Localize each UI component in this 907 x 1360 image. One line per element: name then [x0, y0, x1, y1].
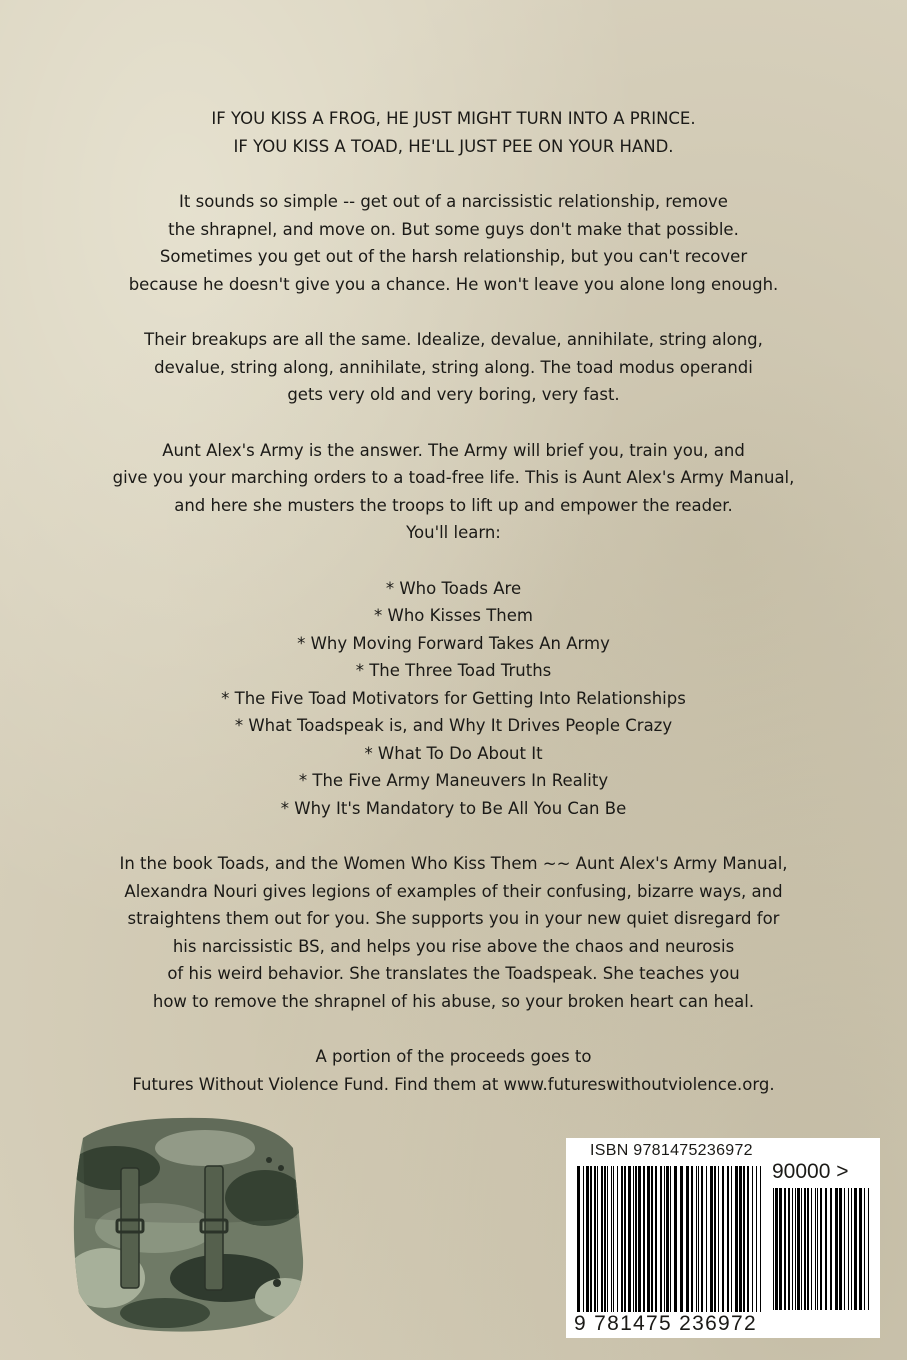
list-item: * The Three Toad Truths: [355, 661, 552, 680]
paragraph-line: It sounds so simple -- get out of a narcissistic relationship, remove: [179, 192, 728, 211]
paragraph-line: In the book Toads, and the Women Who Kiss Them ~~ Aunt Alex's Army Manual,: [119, 854, 788, 873]
list-item: * Why It's Mandatory to Be All You Can Be: [280, 798, 627, 818]
paragraph-line: and here she musters the troops to lift up and empower the reader.: [174, 495, 733, 515]
list-item: * The Five Toad Motivators for Getting Into Relationships: [221, 688, 686, 708]
paragraph-line: Aunt Alex's Army is the answer. The Army will brief you, train you, and: [162, 440, 745, 460]
paragraph-line: devalue, string along, annihilate, string along. The toad modus operandi: [154, 357, 753, 377]
paragraph-line: Sometimes you get out of the harsh relationship, but you can't recover: [159, 247, 748, 266]
isbn-label: ISBN 9781475236972: [590, 1142, 753, 1159]
paragraph-line: Alexandra Nouri gives legions of examples of their confusing, bizarre ways, and: [124, 881, 783, 901]
proceeds-line: A portion of the proceeds goes to: [315, 1047, 592, 1066]
list-item: * The Five Army Maneuvers In Reality: [298, 771, 609, 790]
isbn-digits: 9 781475 236972: [574, 1312, 757, 1335]
paragraph-line: of his weird behavior. She translates the Toadspeak. She teaches you: [167, 964, 740, 983]
paragraph-line: how to remove the shrapnel of his abuse, so your broken heart can heal.: [152, 991, 755, 1011]
paragraph-line: straightens them out for you. She supports you in your new quiet disregard for: [127, 909, 780, 928]
paragraph-line: the shrapnel, and move on. But some guys don't make that possible.: [168, 219, 739, 239]
paragraph-line: because he doesn't give you a chance. He won't leave you alone long enough.: [128, 274, 779, 294]
isbn-barcode: [566, 1138, 880, 1338]
addon-barcode-icon: [772, 1188, 872, 1310]
headline-line: IF YOU KISS A FROG, HE JUST MIGHT TURN INTO A PRINCE.: [211, 109, 696, 128]
list-item: * Who Kisses Them: [374, 606, 533, 625]
paragraph-line: You'll learn:: [406, 523, 501, 542]
list-item: * What Toadspeak is, and Why It Drives People Crazy: [234, 716, 673, 735]
barcode-icon: [576, 1166, 766, 1312]
proceeds-line: Futures Without Violence Fund. Find them at www.futureswithoutviolence.org.: [132, 1074, 775, 1094]
paragraph-line: gets very old and very boring, very fast.: [287, 385, 620, 404]
paragraph-line: his narcissistic BS, and helps you rise above the chaos and neurosis: [172, 936, 735, 956]
paragraph-line: Their breakups are all the same. Idealize, devalue, annihilate, string along,: [144, 330, 763, 349]
paragraph-line: give you your marching orders to a toad-free life. This is Aunt Alex's Army Manual,: [112, 468, 795, 487]
list-item: * Why Moving Forward Takes An Army: [297, 633, 610, 653]
list-item: * Who Toads Are: [385, 578, 522, 598]
price-code: 90000 >: [772, 1160, 849, 1183]
camouflage-backpack-icon: [55, 1108, 325, 1338]
back-cover-text: [80, 105, 827, 1098]
headline-line: IF YOU KISS A TOAD, HE'LL JUST PEE ON YOUR HAND.: [233, 136, 674, 156]
list-item: * What To Do About It: [364, 743, 543, 763]
